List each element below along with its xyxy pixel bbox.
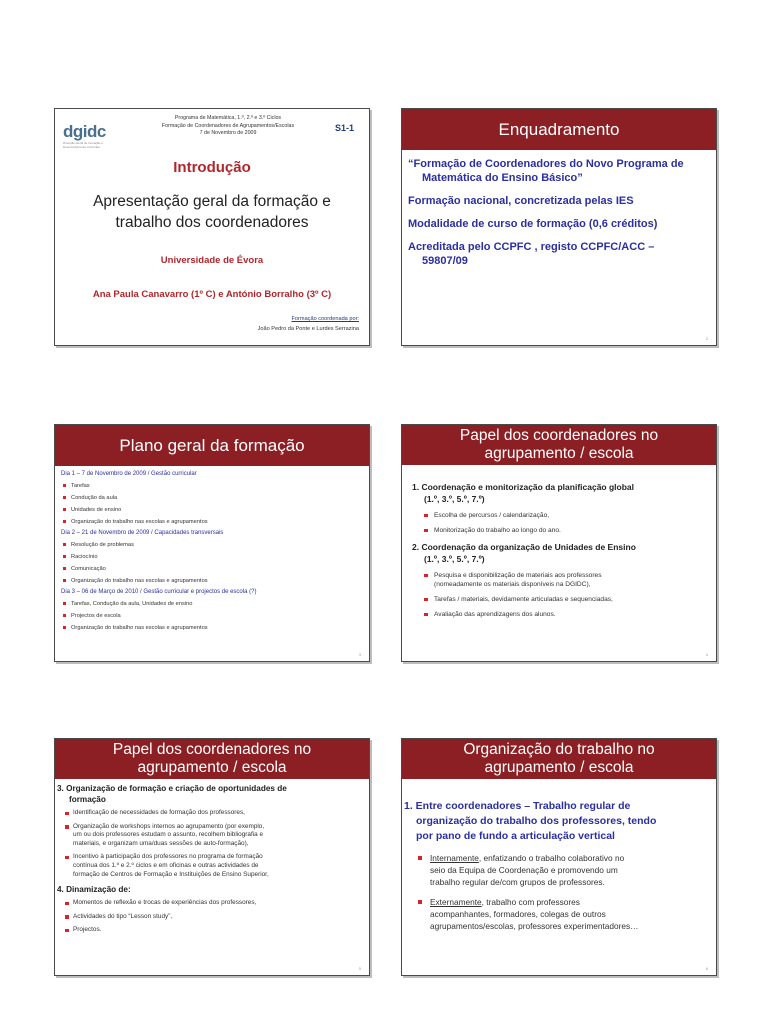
logo-subtext: Direcção-Geral de Inovação e Desenvolvimento Curricular — [63, 141, 103, 149]
text-line: um ou dois professores estudam o assunto, recolhem bibliografia e — [73, 831, 264, 839]
numbered-point — [412, 541, 710, 565]
list-item: Projectos. — [57, 926, 370, 935]
numbered-point — [412, 481, 710, 505]
numbered-point — [57, 783, 370, 805]
program-line: Programa de Matemática, 1.º, 2.º e 3.º Ciclos — [174, 115, 282, 121]
list-item — [57, 823, 370, 849]
header-line: agrupamento / escola — [484, 445, 634, 462]
text-line: acompanhantes, formadores, colegas de outros — [430, 909, 606, 919]
slide-body — [404, 799, 710, 940]
coordination-names: João Pedro da Ponte e Lurdes Serrazina — [257, 326, 359, 332]
numbered-point: 4. Dinamização de: — [57, 885, 131, 895]
slide-2 — [401, 108, 717, 346]
slide-body — [57, 781, 370, 940]
text-line: 59807/09 — [422, 255, 468, 267]
slide-header — [402, 425, 716, 465]
slide-4 — [401, 424, 717, 662]
slide-1 — [54, 108, 370, 346]
list-item: Organização do trabalho nas escolas e agrupamentos — [61, 516, 365, 528]
page-number: 4 — [705, 652, 708, 657]
paragraph — [408, 157, 712, 185]
text-line: 1. Coordenação e monitorização da planificação global — [412, 482, 634, 492]
list-item: Avaliação das aprendizagens dos alunos. — [412, 610, 710, 619]
header-line: Papel dos coordenadores no — [459, 427, 659, 444]
text-line: 3. Organização de formação e criação de oportunidades de — [57, 784, 287, 793]
text-line: trabalho regular de/com grupos de professores. — [430, 877, 605, 887]
text-line: (1.º, 3.º, 5.º, 7.º) — [424, 494, 485, 504]
slide-header: Plano geral da formação — [55, 425, 369, 466]
authors: Ana Paula Canavarro (1º C) e António Borralho (3º C) — [92, 289, 332, 300]
paragraph: Modalidade de curso de formação (0,6 créditos) — [408, 218, 658, 230]
paragraph — [408, 240, 712, 268]
slide-header: Enquadramento — [402, 109, 716, 150]
header-line: agrupamento / escola — [484, 759, 634, 776]
slide-body — [408, 157, 712, 277]
list-item — [412, 571, 710, 589]
page-number: 6 — [705, 966, 708, 971]
text-line: seio da Equipa de Coordenação e promovendo um — [430, 865, 618, 875]
program-line: Formação de Coordenadores de Agrupamentos/Escolas — [161, 122, 295, 129]
text-line: agrupamentos/escolas, professores experimentadores… — [430, 921, 639, 931]
underlined-term: Internamente — [430, 853, 479, 863]
university: Universidade de Évora — [160, 255, 264, 266]
slide-header — [55, 739, 369, 779]
text-line: formação — [69, 795, 106, 804]
underlined-term: Externamente — [430, 897, 482, 907]
list-item: Actividades do tipo “Lesson study”, — [57, 913, 370, 922]
logo-text: dgidc — [63, 122, 106, 141]
program-line: 7 de Novembro de 2009 — [199, 130, 257, 137]
page-number: 3 — [358, 652, 361, 657]
list-item: Escolha de percursos / calendarização, — [412, 511, 710, 520]
list-item: Comunicação — [61, 563, 365, 575]
text-line: materiais, e organizam uma/duas sessões de auto-formação), — [73, 839, 249, 847]
text-line: Matemática do Ensino Básico” — [422, 172, 583, 184]
slide-body — [61, 469, 365, 634]
list-item: Raciocínio — [61, 551, 365, 563]
text-line: “Formação de Coordenadores do Novo Programa de — [408, 158, 684, 170]
header-line: Organização do trabalho no — [463, 741, 655, 758]
text-line: , trabalho com professores — [481, 897, 580, 907]
slide-5 — [54, 738, 370, 976]
text-line: Acreditada pelo CCPFC , registo CCPFC/ACC – — [408, 241, 655, 253]
text-line: , enfatizando o trabalho colaborativo no — [478, 853, 625, 863]
text-line: por pano de fundo a articulação vertical — [416, 830, 615, 842]
text-line: 1. Entre coordenadores – Trabalho regular de — [404, 800, 631, 812]
page-number: 5 — [358, 966, 361, 971]
slide-header — [402, 739, 716, 779]
list-item: Tarefas — [61, 480, 365, 492]
day-title: Dia 3 – 06 de Março de 2010 / Gestão curricular e projectos de escola (?) — [61, 589, 257, 595]
text-line: Incentivo à participação dos professores no programa de formação — [73, 853, 263, 861]
list-item: Momentos de reflexão e trocas de experiências dos professores, — [57, 899, 370, 908]
text-line: (nomeadamente os materiais disponíveis na DGIDC), — [434, 581, 591, 588]
slide-title: Introdução — [173, 159, 251, 176]
text-line: (1.º, 3.º, 5.º, 7.º) — [424, 554, 485, 564]
list-item: Organização do trabalho nas escolas e agrupamentos — [61, 622, 365, 634]
paragraph: Formação nacional, concretizada pelas IES — [408, 195, 634, 207]
header-line: agrupamento / escola — [137, 759, 287, 776]
numbered-point — [404, 799, 710, 844]
list-item — [57, 853, 370, 879]
list-item — [404, 852, 710, 888]
list-item: Condução da aula — [61, 492, 365, 504]
page-number: 2 — [705, 336, 708, 341]
text-line: formação de Centros de Formação e Instituições de Ensino Superior, — [73, 870, 269, 878]
list-item — [404, 896, 710, 932]
slide-6 — [401, 738, 717, 976]
day-title: Dia 2 – 21 de Novembro de 2009 / Capacidades transversais — [61, 530, 224, 536]
list-item: Tarefas, Condução da aula, Unidades de ensino — [61, 598, 365, 610]
list-item: Resolução de problemas — [61, 539, 365, 551]
text-line: contínua dos 1.º e 2.º ciclos e em oficinas e outras actividades de — [73, 861, 259, 869]
slide-code: S1-1 — [335, 123, 355, 133]
slide-3 — [54, 424, 370, 662]
day-title: Dia 1 – 7 de Novembro de 2009 / Gestão curricular — [61, 471, 197, 477]
list-item: Projectos de escola — [61, 610, 365, 622]
list-item: Unidades de ensino — [61, 504, 365, 516]
slide-body — [412, 477, 710, 625]
program-info — [133, 115, 323, 138]
list-item: Identificação de necessidades de formação dos professores, — [57, 809, 370, 818]
text-line: organização do trabalho dos professores, tendo — [416, 815, 657, 827]
text-line: Organização de workshops internos ao agrupamento (por exemplo, — [73, 822, 265, 830]
slide-subtitle: Apresentação geral da formação e trabalho dos coordenadores — [93, 193, 331, 231]
header-line: Papel dos coordenadores no — [112, 741, 312, 758]
text-line: 2. Coordenação da organização de Unidades de Ensino — [412, 542, 636, 552]
list-item: Monitorização do trabalho ao longo do ano. — [412, 526, 710, 535]
text-line: Pesquisa e disponibilização de materiais aos professores — [434, 572, 602, 579]
list-item: Organização do trabalho nas escolas e agrupamentos — [61, 575, 365, 587]
coordination-label: Formação coordenada por: — [291, 316, 359, 322]
list-item: Tarefas / materiais, devidamente articuladas e sequenciadas, — [412, 595, 710, 604]
dgidc-logo — [63, 123, 123, 149]
